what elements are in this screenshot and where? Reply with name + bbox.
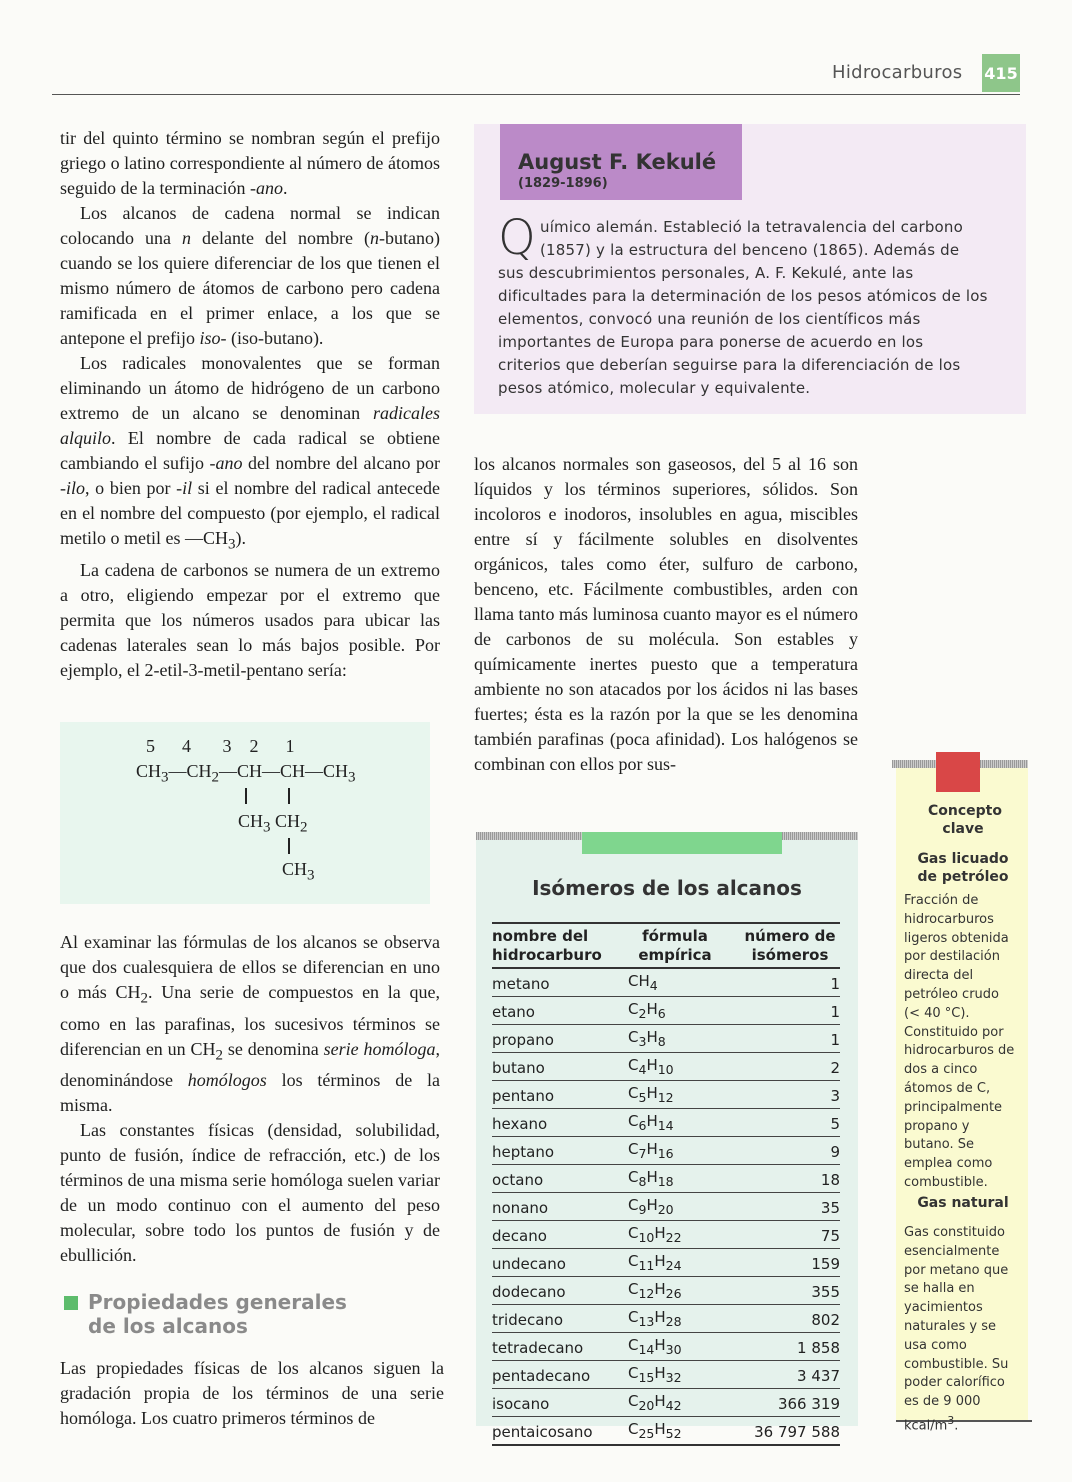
cell-name: pentaicosano [492, 1417, 620, 1446]
cell-isomers: 802 [730, 1305, 840, 1333]
cell-isomers: 9 [730, 1137, 840, 1165]
cell-isomers: 1 [730, 997, 840, 1025]
term-definition: Gas constituido esencialmente por metano que se halla en yacimientos naturales y se usa como combustible. Su poder calorífico es de 9 000 kcal/$m^3$. [904, 1225, 1009, 1434]
cell-isomers: 355 [730, 1277, 840, 1305]
table-row [492, 1193, 840, 1221]
table-row [492, 1277, 840, 1305]
section-bullet [64, 1296, 78, 1310]
substituents: $CH_3$ $CH_2$ [238, 811, 308, 836]
table-row [492, 1081, 840, 1109]
sidebar-heading-text: Concepto clave [928, 803, 1002, 837]
column-header: número de isómeros [730, 923, 840, 968]
table-row [492, 1165, 840, 1193]
cell-name: pentadecano [492, 1361, 620, 1389]
cell-name: decano [492, 1221, 620, 1249]
cell-formula: $CH_4$ [620, 968, 730, 997]
cell-isomers: 18 [730, 1165, 840, 1193]
paragraph: Los alcanos de cadena normal se indican colocando una n delante del nombre (n-butano) cuando se los quiere diferenciar de los que tienen el mismo número de átomos de carbono pero cadena ramificada en el primer enlace, a los que se antepone el prefijo iso- (iso-butano). [60, 203, 440, 348]
cell-isomers: 5 [730, 1109, 840, 1137]
paragraph: Los radicales monovalentes que se forman eliminando un átomo de hidrógeno de un carbono extremo de un alcano se denominan radicales alquilo. El nombre de cada radical se obtiene cambiando el sufijo -ano del nombre del alcano por -ilo, o bien por -il si el nombre del radical antecede en el nombre del compuesto (por ejemplo, el radical metilo o metil es $—CH_3$). [60, 353, 440, 553]
middle-column [474, 452, 858, 777]
column-header: nombre del hidrocarburo [492, 923, 620, 968]
running-header: Hidrocarburos [832, 62, 963, 83]
table-row [492, 1361, 840, 1389]
paragraph: La cadena de carbonos se numera de un extremo a otro, eligiendo empezar por el extremo que permita que los números usados para ubicar las cadenas laterales sean lo más bajos posible. Por ejemplo, el 2-etil-3-metil-pentano sería: [60, 559, 440, 680]
paragraph: los alcanos normales son gaseosos, del 5 al 16 son líquidos y los términos superiores, sólidos. Son incoloros e inodoros, insolubles en agua, miscibles entre sí y fácilmente solubles en disolventes orgánicos, tales como éter, sulfuro de carbono, benceno, etc. Fácilmente combustibles, arden con llama tanto más luminosa cuanto mayor es el número de carbonos de su molécula. Son estables y químicamente inertes puesto que a temperatura ambiente no son atacados por los ácidos ni las bases fuertes; ésta es la razón por la que se les denomina también parafinas (poca afinidad). Los halógenos se combinan con ellos por sus- [474, 454, 858, 774]
structural-formula-box [60, 722, 430, 904]
cell-isomers: 1 [730, 1025, 840, 1053]
biography-body: uímico alemán. Estableció la tetravalencia del carbono (1857) y la estructura del benceno (1865). Además de sus descubrimientos personales, A. F. Kekulé, ante las dificultades para la determinación de los pesos atómicos de los elementos, convocó una reunión de los científicos más importantes de Europa para ponerse de acuerdo en los criterios que deberían seguirse para la diferenciación de los pesos atómico, molecular y equivalente. [498, 218, 988, 397]
sidebar-term-lpg [904, 850, 1022, 1193]
cell-name: propano [492, 1025, 620, 1053]
cell-name: tridecano [492, 1305, 620, 1333]
cell-formula: $C_{20}H_{42}$ [620, 1389, 730, 1417]
table-row [492, 1053, 840, 1081]
cell-formula: $C_3H_8$ [620, 1025, 730, 1053]
cell-formula: $C_4H_{10}$ [620, 1053, 730, 1081]
section-heading [88, 1290, 347, 1338]
left-column-top [60, 126, 440, 683]
header-rule [52, 94, 1020, 95]
term-heading: Gas licuado de petróleo [917, 851, 1009, 885]
cell-name: metano [492, 968, 620, 997]
bond-line [288, 788, 290, 804]
cell-name: octano [492, 1165, 620, 1193]
paragraph: Las propiedades físicas de los alcanos siguen la gradación propia de los términos de una serie homóloga. Los cuatro primeros términos de [60, 1358, 444, 1428]
cell-isomers: 3 [730, 1081, 840, 1109]
cell-name: dodecano [492, 1277, 620, 1305]
cell-formula: $C_5H_{12}$ [620, 1081, 730, 1109]
biography-text [498, 210, 990, 400]
table-row [492, 1417, 840, 1446]
cell-formula: $C_9H_{20}$ [620, 1193, 730, 1221]
cell-name: butano [492, 1053, 620, 1081]
paragraph: Al examinar las fórmulas de los alcanos se observa que dos cualesquiera de ellos se diferencian en uno o más $CH_2$. Una serie de compuestos en la que, como en las parafinas, los sucesivos términos se diferencian en un $CH_2$ se denomina serie homóloga, denominándose homólogos los términos de la misma. [60, 932, 441, 1116]
table-row [492, 1249, 840, 1277]
biography-name: August F. Kekulé [518, 150, 717, 174]
bond-line [288, 838, 290, 854]
table-row [492, 1333, 840, 1361]
cell-name: isocano [492, 1389, 620, 1417]
table-row [492, 1137, 840, 1165]
sidebar-heading [904, 802, 1022, 838]
term-definition: Fracción de hidrocarburos ligeros obtenida por destilación directa del petróleo crudo (< 40 °C). Constituido por hidrocarburos de dos a cinco átomos de C, principalmente propano y butano. Se emplea como combustible. [904, 893, 1015, 1190]
cell-isomers: 36 797 588 [730, 1417, 840, 1446]
biography-years: (1829-1896) [518, 176, 608, 191]
dropcap: Q [498, 210, 536, 266]
table-row [492, 1221, 840, 1249]
cell-formula: $C_{25}H_{52}$ [620, 1417, 730, 1446]
cell-isomers: 35 [730, 1193, 840, 1221]
cell-formula: $C_8H_{18}$ [620, 1165, 730, 1193]
cell-isomers: 366 319 [730, 1389, 840, 1417]
biography-title [500, 124, 742, 200]
section-heading-line: Propiedades generales [88, 1290, 347, 1314]
table-row [492, 1389, 840, 1417]
cell-formula: $C_2H_6$ [620, 997, 730, 1025]
cell-name: undecano [492, 1249, 620, 1277]
left-column-bottom [60, 930, 440, 1268]
cell-formula: $C_7H_{16}$ [620, 1137, 730, 1165]
cell-isomers: 2 [730, 1053, 840, 1081]
carbon-numbering: 5 4 3 2 1 [146, 736, 295, 756]
cell-formula: $C_{15}H_{32}$ [620, 1361, 730, 1389]
sidebar-term-natural-gas [904, 1194, 1022, 1436]
sidebar-marker [936, 752, 980, 792]
cell-isomers: 159 [730, 1249, 840, 1277]
paragraph: Las constantes físicas (densidad, solubilidad, punto de fusión, índice de refracción, etc.) de los términos de una misma serie homóloga suelen variar de un modo continuo con el aumento del peso molecular, sobre todo los puntos de fusión y de ebullición. [60, 1120, 440, 1266]
cell-isomers: 3 437 [730, 1361, 840, 1389]
cell-isomers: 1 [730, 968, 840, 997]
term-heading: Gas natural [917, 1195, 1009, 1211]
table-row [492, 968, 840, 997]
cell-formula: $C_6H_{14}$ [620, 1109, 730, 1137]
table-row [492, 997, 840, 1025]
cell-isomers: 1 858 [730, 1333, 840, 1361]
table-title: Isómeros de los alcanos [532, 876, 802, 900]
isomers-table [492, 922, 840, 1446]
cell-name: hexano [492, 1109, 620, 1137]
table-accent [582, 832, 782, 854]
cell-formula: $C_{10}H_{22}$ [620, 1221, 730, 1249]
cell-name: tetradecano [492, 1333, 620, 1361]
paragraph: tir del quinto término se nombran según el prefijo griego o latino correspondiente al número de átomos seguido de la terminación -ano. [60, 128, 440, 198]
table-row [492, 1305, 840, 1333]
cell-name: heptano [492, 1137, 620, 1165]
bond-line [245, 788, 247, 804]
table-header-row [492, 923, 840, 968]
cell-name: nonano [492, 1193, 620, 1221]
cell-formula: $C_{11}H_{24}$ [620, 1249, 730, 1277]
table-row [492, 1025, 840, 1053]
cell-name: etano [492, 997, 620, 1025]
cell-formula: $C_{14}H_{30}$ [620, 1333, 730, 1361]
cell-formula: $C_{13}H_{28}$ [620, 1305, 730, 1333]
left-column-end [60, 1356, 444, 1431]
cell-name: pentano [492, 1081, 620, 1109]
page-number: 415 [982, 54, 1020, 92]
column-header: fórmula empírica [620, 923, 730, 968]
table-row [492, 1109, 840, 1137]
cell-isomers: 75 [730, 1221, 840, 1249]
main-chain: $CH_3—CH_2—CH—CH—CH_3$ [136, 761, 356, 786]
ethyl-end: $CH_3$ [282, 859, 315, 884]
section-heading-line: de los alcanos [88, 1314, 248, 1338]
cell-formula: $C_{12}H_{26}$ [620, 1277, 730, 1305]
